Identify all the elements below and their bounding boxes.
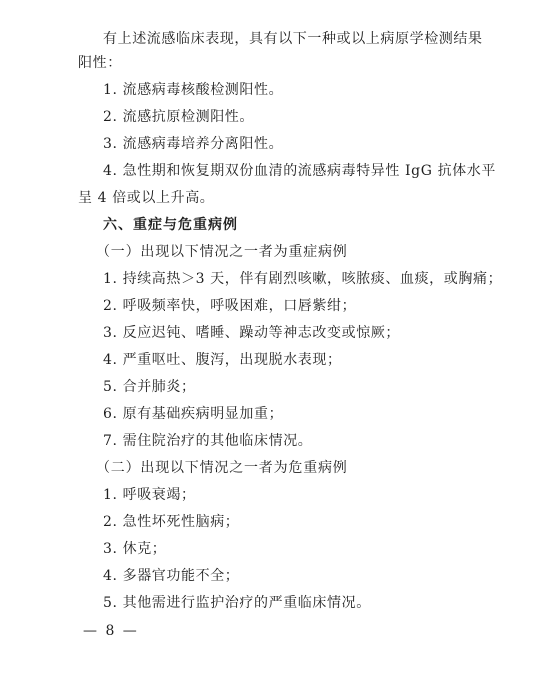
severe-item-2: 2. 呼吸频率快，呼吸困难，口唇紫绀； <box>103 298 357 314</box>
critical-item-1: 1. 呼吸衰竭； <box>103 487 196 503</box>
critical-item-2: 2. 急性坏死性脑病； <box>103 514 240 530</box>
intro-line-1: 有上述流感临床表现，具有以下一种或以上病原学检测结果 <box>103 31 483 47</box>
pathogen-criterion-4-continuation: 呈 4 倍或以上升高。 <box>78 190 215 206</box>
severe-item-5: 5. 合并肺炎； <box>103 379 196 395</box>
severe-item-6: 6. 原有基础疾病明显加重； <box>103 406 284 422</box>
pathogen-criterion-1: 1. 流感病毒核酸检测阳性。 <box>103 82 284 98</box>
pathogen-criterion-4: 4. 急性期和恢复期双份血清的流感病毒特异性 IgG 抗体水平 <box>103 163 496 179</box>
critical-item-4: 4. 多器官功能不全； <box>103 568 240 584</box>
page-number: — 8 — <box>83 623 139 639</box>
pathogen-criterion-2: 2. 流感抗原检测阳性。 <box>103 109 255 125</box>
critical-item-5: 5. 其他需进行监护治疗的严重临床情况。 <box>103 595 371 611</box>
severe-item-4: 4. 严重呕吐、腹泻，出现脱水表现； <box>103 352 342 368</box>
critical-item-3: 3. 休克； <box>103 541 167 557</box>
intro-line-2: 阳性： <box>78 55 122 71</box>
severe-item-1: 1. 持续高热＞3 天，伴有剧烈咳嗽，咳脓痰、血痰，或胸痛； <box>103 271 503 287</box>
severe-item-3: 3. 反应迟钝、嗜睡、躁动等神志改变或惊厥； <box>103 325 401 341</box>
critical-subheading: （二）出现以下情况之一者为危重病例 <box>96 460 348 476</box>
severe-item-7: 7. 需住院治疗的其他临床情况。 <box>103 433 313 449</box>
pathogen-criterion-3: 3. 流感病毒培养分离阳性。 <box>103 136 284 152</box>
severe-subheading: （一）出现以下情况之一者为重症病例 <box>96 244 348 260</box>
section-heading: 六、重症与危重病例 <box>103 217 238 233</box>
